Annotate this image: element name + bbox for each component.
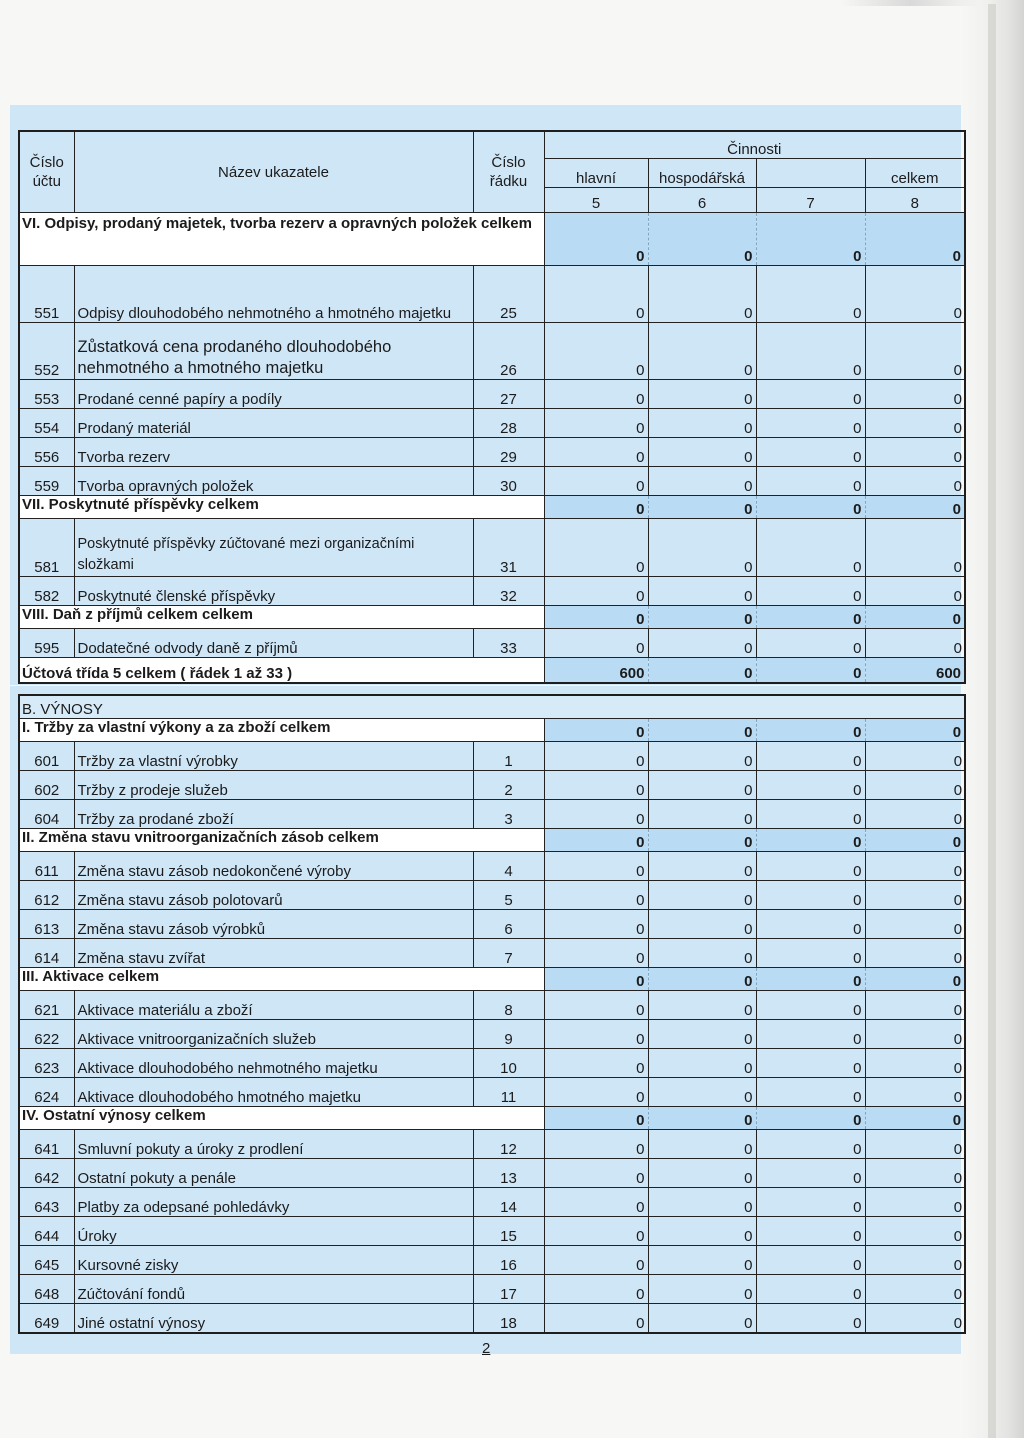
value-col7: 0: [756, 467, 865, 496]
value-main: 0: [544, 438, 648, 467]
table-row: [20, 1246, 964, 1275]
group-title: VII. Poskytnuté příspěvky celkem: [20, 496, 473, 519]
table-row: [20, 1020, 964, 1049]
expense-table: [18, 130, 966, 684]
group-value: 0: [648, 968, 756, 991]
row-number: 27: [473, 380, 544, 409]
value-main: 0: [544, 800, 648, 829]
value-economic: 0: [648, 800, 756, 829]
value-total: 0: [865, 467, 964, 496]
value-main: 0: [544, 1217, 648, 1246]
value-total: 0: [865, 323, 964, 380]
value-total: 0: [865, 1078, 964, 1107]
item-name: Aktivace dlouhodobého nehmotného majetku: [74, 1049, 473, 1078]
value-economic: 0: [648, 1188, 756, 1217]
value-total: 0: [865, 438, 964, 467]
value-economic: 0: [648, 294, 756, 323]
item-name: Zůstatková cena prodaného dlouhodobého nehmotného a hmotného majetku: [74, 323, 473, 380]
group-value: 0: [865, 213, 964, 266]
value-economic: 0: [648, 577, 756, 606]
item-name: Tržby z prodeje služeb: [74, 771, 473, 800]
value-col7: 0: [756, 771, 865, 800]
value-economic: 0: [648, 939, 756, 968]
table-row: [20, 1078, 964, 1107]
row-number: 11: [473, 1078, 544, 1107]
group-value: 0: [865, 719, 964, 742]
item-name: Zúčtování fondů: [74, 1275, 473, 1304]
value-economic: 0: [648, 323, 756, 380]
item-name: Kursovné zisky: [74, 1246, 473, 1275]
value-total: 0: [865, 771, 964, 800]
group-value: 0: [756, 968, 865, 991]
item-name: Prodané cenné papíry a podíly: [74, 380, 473, 409]
header-account-2: účtu: [32, 173, 61, 190]
page-number: 2: [482, 1340, 491, 1357]
revenue-table: [18, 694, 966, 1334]
header-num-5: 5: [544, 188, 648, 213]
header-economic: hospodářská: [648, 159, 756, 188]
value-economic: 0: [648, 881, 756, 910]
table-row: [20, 1304, 964, 1333]
item-name: Tvorba rezerv: [74, 438, 473, 467]
row-number: 18: [473, 1304, 544, 1333]
item-name: Úroky: [74, 1217, 473, 1246]
table-row: [20, 991, 964, 1020]
value-main: 0: [544, 939, 648, 968]
item-name: Poskytnuté členské příspěvky: [74, 577, 473, 606]
value-total: 0: [865, 881, 964, 910]
table-row: [20, 910, 964, 939]
table-row: [20, 939, 964, 968]
table-row: [20, 742, 964, 771]
value-total: 0: [865, 1020, 964, 1049]
header-empty: [756, 159, 865, 188]
value-economic: 0: [648, 380, 756, 409]
group-value: 0: [544, 496, 648, 519]
value-economic: 0: [648, 1159, 756, 1188]
header-main: hlavní: [544, 159, 648, 188]
scan-shadow-line: [988, 4, 996, 1438]
item-name: Prodaný materiál: [74, 409, 473, 438]
group-value: 0: [648, 213, 756, 266]
value-total: 0: [865, 380, 964, 409]
value-total: 0: [953, 1315, 963, 1332]
header-activities: Činnosti: [727, 141, 782, 158]
header-num-7: 7: [756, 188, 865, 213]
value-col7: 0: [756, 323, 865, 380]
value-total: 0: [865, 1188, 964, 1217]
account-number: 611: [20, 852, 74, 881]
row-number: 5: [473, 881, 544, 910]
account-number: 621: [20, 991, 74, 1020]
value-col7: 0: [756, 939, 865, 968]
value-col7: 0: [756, 742, 865, 771]
value-main: 0: [544, 519, 648, 577]
header-name: Název ukazatele: [218, 163, 329, 181]
value-col7: 0: [756, 1275, 865, 1304]
item-name: Smluvní pokuty a úroky z prodlení: [74, 1130, 473, 1159]
value-col7: 0: [756, 991, 865, 1020]
row-number: 17: [473, 1275, 544, 1304]
table-row: [20, 519, 964, 577]
row-number: 4: [473, 852, 544, 881]
row-number: 15: [473, 1217, 544, 1246]
table-row: [20, 380, 964, 409]
row-number: 13: [473, 1159, 544, 1188]
class-total-value: 0: [648, 658, 756, 683]
value-col7: 0: [756, 577, 865, 606]
header-num-8: 8: [865, 188, 964, 213]
group-title: VI. Odpisy, prodaný majetek, tvorba rezerv a opravných položek celkem: [20, 213, 544, 266]
group-value: 0: [648, 606, 756, 629]
group-row-ii: [20, 829, 964, 852]
value-main: 0: [544, 1078, 648, 1107]
group-value: 0: [544, 968, 648, 991]
value-total: 0: [865, 1217, 964, 1246]
value-total: 0: [865, 629, 964, 658]
table-row: [20, 467, 964, 496]
group-row-iv: [20, 1107, 964, 1130]
row-number: 8: [473, 991, 544, 1020]
account-number: 556: [20, 438, 74, 467]
value-main: 0: [544, 1188, 648, 1217]
row-number: 3: [473, 800, 544, 829]
group-title: I. Tržby za vlastní výkony a za zboží celkem: [20, 719, 473, 742]
value-economic: 0: [648, 1275, 756, 1304]
value-main: 0: [544, 380, 648, 409]
class-total-value: 600: [544, 658, 648, 683]
value-total: 0: [865, 939, 964, 968]
table-row: [20, 1130, 964, 1159]
value-economic: 0: [648, 1049, 756, 1078]
value-total: 0: [865, 1246, 964, 1275]
group-value: 0: [756, 829, 865, 852]
value-col7: 0: [756, 1049, 865, 1078]
row-number: 31: [473, 519, 544, 577]
row-number: 26: [473, 323, 544, 380]
value-total: 0: [865, 742, 964, 771]
value-col7: 0: [756, 294, 865, 323]
value-col7: 0: [756, 1130, 865, 1159]
group-row-vi: [20, 213, 964, 266]
account-number: 612: [20, 881, 74, 910]
group-value: 0: [544, 719, 648, 742]
table-row: [20, 266, 964, 295]
row-number: 29: [473, 438, 544, 467]
value-main: 0: [544, 629, 648, 658]
value-total: 0: [865, 800, 964, 829]
account-number: 645: [20, 1246, 74, 1275]
value-main: 0: [544, 1304, 648, 1333]
value-main: 0: [544, 852, 648, 881]
section-title-row: [20, 696, 964, 719]
row-number: 28: [473, 409, 544, 438]
class-total-title: Účtová třída 5 celkem ( řádek 1 až 33 ): [20, 658, 473, 683]
group-row-i: [20, 719, 964, 742]
account-number: 581: [20, 519, 74, 577]
value-main: 0: [544, 771, 648, 800]
account-number: 648: [20, 1275, 74, 1304]
group-value: 0: [648, 829, 756, 852]
row-number: 25: [473, 294, 544, 323]
value-main: 0: [544, 294, 648, 323]
table-row: [20, 438, 964, 467]
value-total: 0: [865, 1159, 964, 1188]
group-value: 0: [865, 829, 964, 852]
class-total-value: 600: [865, 658, 964, 683]
value-total: 0: [865, 1049, 964, 1078]
group-value: 0: [756, 213, 865, 266]
scan-mark: [840, 0, 980, 6]
value-col7: 0: [756, 852, 865, 881]
header-total: celkem: [865, 159, 964, 188]
table-row: [20, 1275, 964, 1304]
account-number: 553: [20, 380, 74, 409]
account-number: 604: [20, 800, 74, 829]
value-main: 0: [544, 1159, 648, 1188]
group-row-viii: [20, 606, 964, 629]
value-economic: 0: [648, 519, 756, 577]
table-row: [20, 577, 964, 606]
account-number: 649: [20, 1304, 74, 1333]
group-value: 0: [756, 1107, 865, 1130]
item-name: Aktivace materiálu a zboží: [74, 991, 473, 1020]
row-number: 1: [473, 742, 544, 771]
group-value: 0: [544, 213, 648, 266]
account-number: 559: [20, 467, 74, 496]
account-number: 644: [20, 1217, 74, 1246]
group-value: 0: [544, 1107, 648, 1130]
header-row-1: Číslo: [491, 154, 526, 171]
group-row-vii: [20, 496, 964, 519]
table-row: [20, 800, 964, 829]
value-main: 0: [544, 1020, 648, 1049]
value-col7: 0: [756, 629, 865, 658]
value-col7: 0: [756, 910, 865, 939]
value-economic: 0: [648, 771, 756, 800]
group-value: 0: [648, 1107, 756, 1130]
value-total: 0: [865, 991, 964, 1020]
account-number: 582: [20, 577, 74, 606]
value-col7: 0: [756, 1217, 865, 1246]
value-economic: 0: [648, 1078, 756, 1107]
value-main: 0: [544, 1049, 648, 1078]
item-name: Aktivace vnitroorganizačních služeb: [74, 1020, 473, 1049]
value-col7: 0: [756, 1159, 865, 1188]
table-header: [20, 132, 964, 159]
group-value: 0: [756, 496, 865, 519]
table-row: [20, 323, 964, 380]
account-number: 595: [20, 629, 74, 658]
row-number: 9: [473, 1020, 544, 1049]
value-economic: 0: [648, 1020, 756, 1049]
value-economic: 0: [648, 629, 756, 658]
value-main: 0: [544, 991, 648, 1020]
group-value: 0: [756, 719, 865, 742]
value-total: 0: [865, 1275, 964, 1304]
row-number: 14: [473, 1188, 544, 1217]
group-title: VIII. Daň z příjmů celkem celkem: [20, 606, 473, 629]
value-col7: 0: [756, 1246, 865, 1275]
group-value: 0: [865, 1107, 964, 1130]
value-total: 0: [865, 577, 964, 606]
item-name: Změna stavu zásob výrobků: [74, 910, 473, 939]
value-col7: 0: [756, 438, 865, 467]
group-title: II. Změna stavu vnitroorganizačních zásob celkem: [20, 829, 473, 852]
table-row: [20, 1217, 964, 1246]
account-number: 641: [20, 1130, 74, 1159]
class-total-row: [20, 658, 964, 683]
value-col7: 0: [756, 380, 865, 409]
group-value: 0: [756, 606, 865, 629]
table-row: [20, 1188, 964, 1217]
value-main: 0: [544, 1130, 648, 1159]
header-row-2: řádku: [489, 173, 528, 190]
group-value: 0: [544, 606, 648, 629]
account-number: 554: [20, 409, 74, 438]
account-number: 552: [20, 323, 74, 380]
account-number: 551: [20, 294, 74, 323]
table-row: [20, 881, 964, 910]
account-number: 642: [20, 1159, 74, 1188]
value-economic: 0: [648, 852, 756, 881]
value-col7: 0: [756, 519, 865, 577]
value-main: 0: [544, 910, 648, 939]
item-name: Aktivace dlouhodobého hmotného majetku: [74, 1078, 473, 1107]
table-row: [20, 409, 964, 438]
value-col7: 0: [756, 800, 865, 829]
account-number: 614: [20, 939, 74, 968]
row-number: 30: [473, 467, 544, 496]
row-number: 6: [473, 910, 544, 939]
value-col7: 0: [756, 1020, 865, 1049]
value-main: 0: [544, 1275, 648, 1304]
group-value: 0: [865, 968, 964, 991]
item-name: Ostatní pokuty a penále: [74, 1159, 473, 1188]
account-number: 624: [20, 1078, 74, 1107]
value-total: 0: [865, 910, 964, 939]
item-name: Odpisy dlouhodobého nehmotného a hmotného majetku: [74, 294, 473, 323]
account-number: 643: [20, 1188, 74, 1217]
value-main: 0: [544, 1246, 648, 1275]
value-economic: 0: [648, 910, 756, 939]
group-title: IV. Ostatní výnosy celkem: [20, 1107, 473, 1130]
item-name: Změna stavu zásob nedokončené výroby: [74, 852, 473, 881]
item-name: Tržby za prodané zboží: [74, 800, 473, 829]
value-total: 0: [865, 1130, 964, 1159]
value-economic: 0: [648, 409, 756, 438]
value-col7: 0: [756, 1078, 865, 1107]
value-total: 0: [865, 409, 964, 438]
value-economic: 0: [648, 742, 756, 771]
account-number: 602: [20, 771, 74, 800]
value-economic: 0: [648, 467, 756, 496]
value-economic: 0: [648, 1130, 756, 1159]
row-number: 32: [473, 577, 544, 606]
row-number: 7: [473, 939, 544, 968]
value-economic: 0: [648, 1304, 756, 1333]
value-economic: 0: [648, 991, 756, 1020]
table-row: [20, 629, 964, 658]
value-economic: 0: [648, 438, 756, 467]
group-value: 0: [865, 606, 964, 629]
header-num-6: 6: [648, 188, 756, 213]
value-main: 0: [544, 881, 648, 910]
item-name: Tvorba opravných položek: [74, 467, 473, 496]
value-main: 0: [544, 409, 648, 438]
group-title: III. Aktivace celkem: [20, 968, 473, 991]
value-total: 0: [865, 519, 964, 577]
value-main: 0: [544, 323, 648, 380]
value-main: 0: [544, 577, 648, 606]
table-row: [20, 294, 964, 323]
value-economic: 0: [648, 1246, 756, 1275]
group-value: 0: [865, 496, 964, 519]
row-number: 10: [473, 1049, 544, 1078]
table-row: [20, 852, 964, 881]
account-number: 613: [20, 910, 74, 939]
item-name: Dodatečné odvody daně z příjmů: [74, 629, 473, 658]
item-name: Změna stavu zásob polotovarů: [74, 881, 473, 910]
header-account-1: Číslo: [29, 154, 64, 171]
item-name: Poskytnuté příspěvky zúčtované mezi organizačními složkami: [74, 519, 473, 577]
account-number: 622: [20, 1020, 74, 1049]
row-number: 12: [473, 1130, 544, 1159]
table-row: [20, 771, 964, 800]
account-number: 601: [20, 742, 74, 771]
value-total: 0: [865, 852, 964, 881]
value-economic: 0: [648, 1217, 756, 1246]
table-row: [20, 1159, 964, 1188]
group-value: 0: [648, 719, 756, 742]
class-total-value: 0: [756, 658, 865, 683]
group-value: 0: [648, 496, 756, 519]
value-col7: 0: [756, 1304, 865, 1333]
section-title: B. VÝNOSY: [20, 696, 964, 719]
value-col7: 0: [756, 881, 865, 910]
value-main: 0: [544, 742, 648, 771]
value-total: 0: [865, 294, 964, 323]
value-main: 0: [544, 467, 648, 496]
account-number: 623: [20, 1049, 74, 1078]
item-name: Platby za odepsané pohledávky: [74, 1188, 473, 1217]
row-number: 33: [473, 629, 544, 658]
value-col7: 0: [756, 1188, 865, 1217]
table-row: [20, 1049, 964, 1078]
item-name: Změna stavu zvířat: [74, 939, 473, 968]
group-row-iii: [20, 968, 964, 991]
row-number: 2: [473, 771, 544, 800]
value-col7: 0: [756, 409, 865, 438]
item-name: Jiné ostatní výnosy: [74, 1304, 473, 1333]
item-name: Tržby za vlastní výrobky: [74, 742, 473, 771]
group-value: 0: [544, 829, 648, 852]
row-number: 16: [473, 1246, 544, 1275]
